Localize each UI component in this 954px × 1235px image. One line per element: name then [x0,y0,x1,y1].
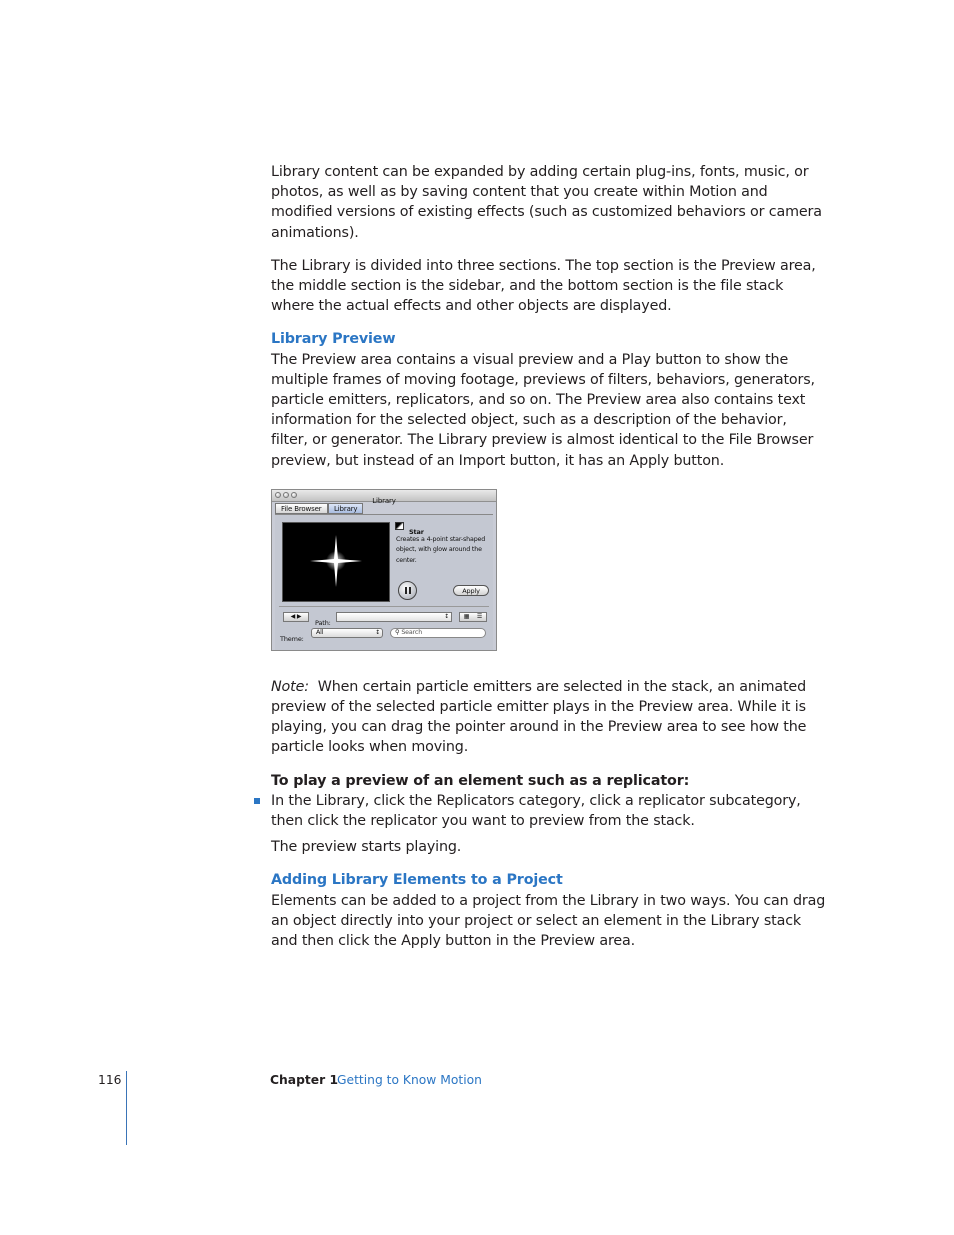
list-view-icon[interactable]: ☰ [476,612,483,620]
page-footer [0,1071,954,1151]
path-label: Path: [315,618,331,627]
task-heading: To play a preview of an element such as a replicator: [271,772,690,789]
apply-button[interactable]: Apply [453,585,489,596]
preview-area[interactable] [282,522,390,602]
library-panel [275,514,493,650]
body-paragraph-2: The Library is divided into three sections. The top section is the Preview area, the middle section is the sidebar, and the bottom section is the file stack where the actual effects and other objects are displayed. [271,257,816,315]
note-text: When certain particle emitters are selected in the stack, an animated preview of the selected particle emitter plays in the Preview area. While it is playing, you can drag the pointer around in the Preview area to see how the particle looks when moving. [271,678,807,756]
chapter-title: Getting to Know Motion [337,1073,482,1087]
tab-library[interactable]: Library [328,503,363,514]
window-titlebar [272,490,496,505]
window-title: Library [372,496,396,505]
body-paragraph-1: Library content can be expanded by adding certain plug-ins, fonts, music, or photos, as well as by saving content that you create within Motion and modified versions of existing effects (such as customized behaviors or camera animations). [271,164,822,241]
pause-icon [405,587,407,594]
library-window [271,489,497,651]
result-paragraph: The preview starts playing. [271,839,462,856]
item-thumbnail-icon [395,522,404,530]
section-heading-library-preview: Library Preview [271,331,396,348]
theme-label: Theme: [280,634,304,643]
chevron-updown-icon: ↕ [375,628,380,636]
view-toggle[interactable] [459,612,487,622]
bullet-square-icon [254,798,260,804]
pause-button[interactable] [398,581,417,600]
path-popup[interactable] [336,612,452,622]
back-arrow-icon[interactable]: ◀ [290,612,296,620]
section-heading-adding-elements: Adding Library Elements to a Project [271,872,563,889]
tab-file-browser[interactable]: File Browser [275,503,328,514]
forward-arrow-icon[interactable]: ▶ [296,612,302,620]
footer-rule [126,1071,127,1145]
bullet-text: In the Library, click the Replicators category, click a replicator subcategory, then click the replicator you want to preview from the stack. [271,792,801,830]
search-placeholder: Search [401,628,423,636]
chapter-label: Chapter 1 [270,1073,338,1087]
bullet-item [271,791,827,831]
item-name: Star [409,527,424,536]
back-forward-buttons[interactable] [283,612,309,622]
chevron-updown-icon: ↕ [444,612,449,620]
body-paragraph-4: Elements can be added to a project from the Library in two ways. You can drag an object directly into your project or select an element in the Library stack and then click the Apply button in the Preview area. [271,892,826,950]
theme-value: All [316,628,324,636]
page-content [271,162,827,951]
library-preview-screenshot [271,489,497,651]
pause-icon-bar [409,587,411,594]
theme-select[interactable] [311,628,383,638]
note-label: Note: [271,678,309,695]
search-input[interactable] [390,628,486,638]
star-preview-icon [308,533,364,589]
note-paragraph [271,677,827,758]
page-number: 116 [98,1073,122,1087]
body-paragraph-3: The Preview area contains a visual preview and a Play button to show the multiple frames of moving footage, previews of filters, behaviors, generators, particle emitters, replicators, and so on. The Preview area also contains text information for the selected object, such as a description of the behavior, filter, or generator. The Library preview is almost identical to the File Browser preview, but instead of an Import button, it has an Apply button. [271,351,815,469]
divider [279,606,489,607]
item-description: Creates a 4-point star-shaped object, with glow around the center. [396,535,486,564]
icon-view-icon[interactable]: ▦ [463,612,470,620]
search-icon: ⚲ [395,628,400,636]
